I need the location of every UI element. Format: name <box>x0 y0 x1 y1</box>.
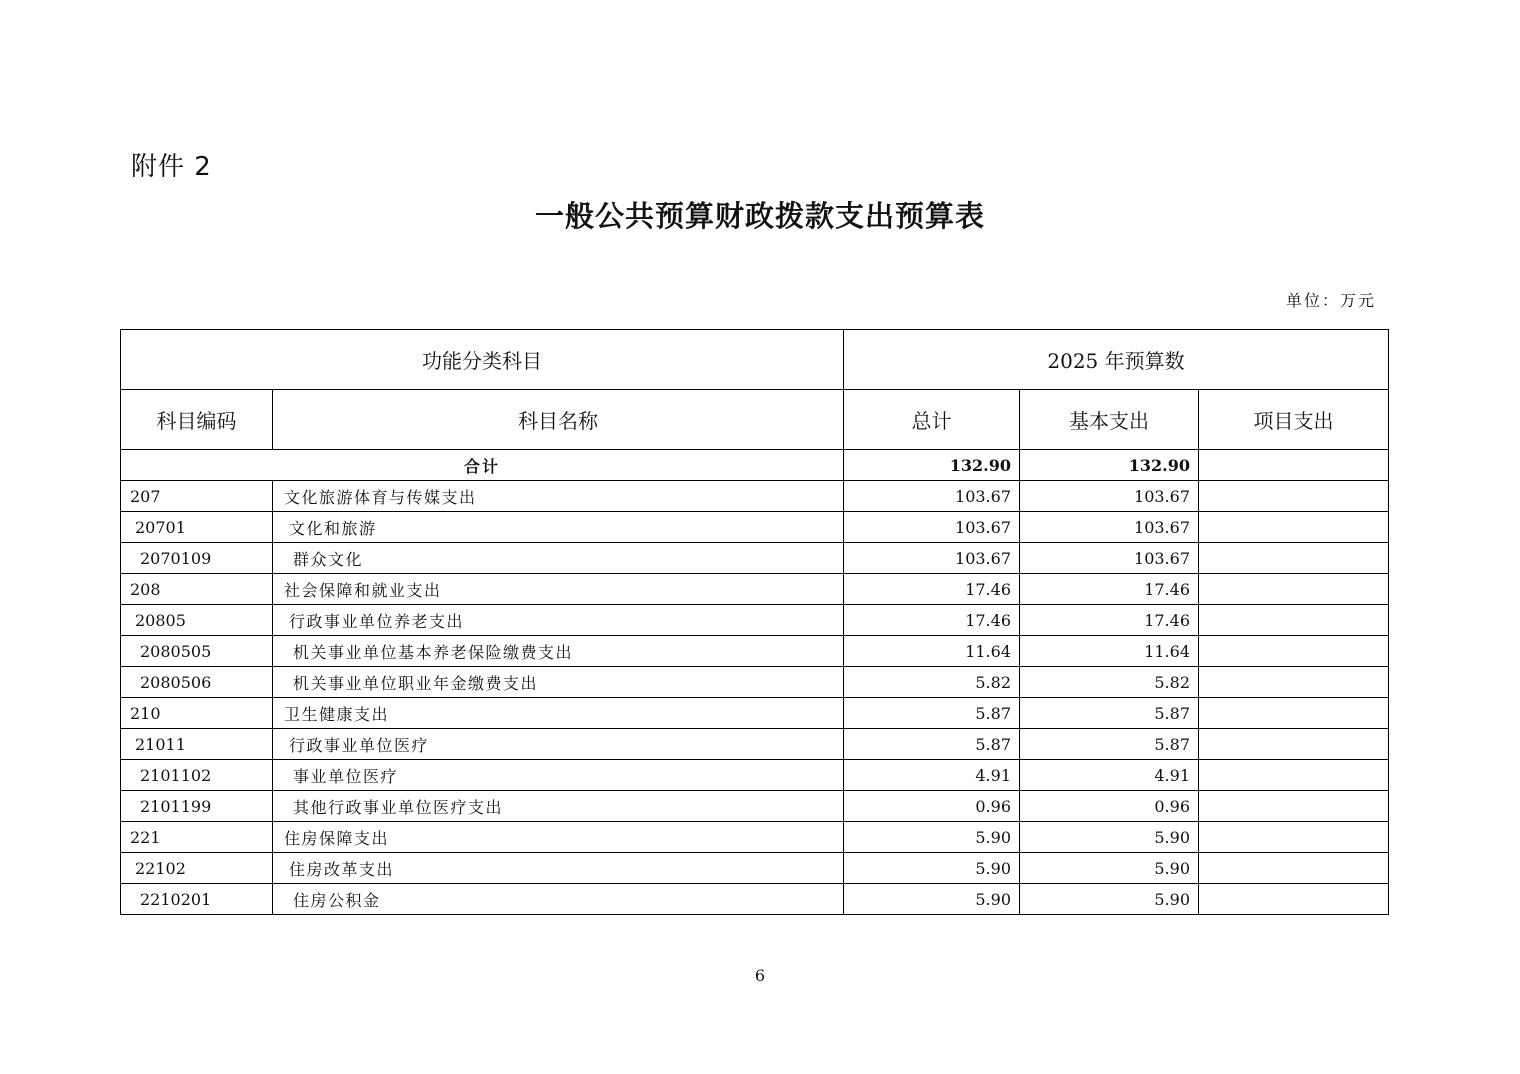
subject-name-cell: 住房改革支出 <box>273 853 844 884</box>
total-amount-cell: 5.87 <box>844 729 1020 760</box>
subject-code-cell: 2101199 <box>121 791 273 822</box>
table-row <box>121 574 1389 605</box>
basic-amount-cell: 5.87 <box>1020 729 1199 760</box>
subject-name-cell: 机关事业单位职业年金缴费支出 <box>273 667 844 698</box>
subject-name-cell: 住房公积金 <box>273 884 844 915</box>
table-row <box>121 605 1389 636</box>
subject-code-cell: 21011 <box>121 729 273 760</box>
total-row <box>121 450 1389 481</box>
subject-name-cell: 机关事业单位基本养老保险缴费支出 <box>273 636 844 667</box>
basic-amount-cell: 5.87 <box>1020 698 1199 729</box>
subject-name-cell: 文化和旅游 <box>273 512 844 543</box>
budget-year-header: 2025 年预算数 <box>844 330 1389 390</box>
subject-code-cell: 22102 <box>121 853 273 884</box>
code-column-header: 科目编码 <box>121 390 273 450</box>
total-amount-cell: 5.87 <box>844 698 1020 729</box>
total-amount-cell: 103.67 <box>844 512 1020 543</box>
project-amount-cell <box>1199 605 1389 636</box>
subject-name-cell: 卫生健康支出 <box>273 698 844 729</box>
total-column-header: 总计 <box>844 390 1020 450</box>
subject-code-cell: 2101102 <box>121 760 273 791</box>
basic-expenditure-column-header: 基本支出 <box>1020 390 1199 450</box>
document-title: 一般公共预算财政拨款支出预算表 <box>534 199 985 233</box>
basic-amount-cell: 103.67 <box>1020 512 1199 543</box>
project-amount-cell <box>1199 636 1389 667</box>
budget-table <box>120 329 1389 915</box>
basic-amount-cell: 103.67 <box>1020 481 1199 512</box>
project-amount-cell <box>1199 853 1389 884</box>
table-row <box>121 512 1389 543</box>
subject-code-cell: 208 <box>121 574 273 605</box>
total-amount-cell: 5.90 <box>844 822 1020 853</box>
project-amount-cell <box>1199 481 1389 512</box>
subject-code-cell: 20701 <box>121 512 273 543</box>
project-amount-cell <box>1199 729 1389 760</box>
page-number: 6 <box>754 966 766 985</box>
subject-code-cell: 221 <box>121 822 273 853</box>
project-amount-cell <box>1199 760 1389 791</box>
total-amount-cell: 17.46 <box>844 605 1020 636</box>
table-row <box>121 667 1389 698</box>
total-amount-cell: 5.90 <box>844 884 1020 915</box>
basic-amount-cell: 5.90 <box>1020 853 1199 884</box>
subject-code-cell: 2080506 <box>121 667 273 698</box>
subject-code-cell: 2080505 <box>121 636 273 667</box>
basic-amount-cell: 17.46 <box>1020 574 1199 605</box>
table-row <box>121 481 1389 512</box>
subject-code-cell: 2210201 <box>121 884 273 915</box>
total-row-project <box>1199 450 1389 481</box>
subject-name-cell: 事业单位医疗 <box>273 760 844 791</box>
total-row-basic: 132.90 <box>1020 450 1199 481</box>
basic-amount-cell: 0.96 <box>1020 791 1199 822</box>
table-row <box>121 543 1389 574</box>
name-column-header: 科目名称 <box>273 390 844 450</box>
table-body <box>121 450 1389 915</box>
project-amount-cell <box>1199 791 1389 822</box>
project-amount-cell <box>1199 512 1389 543</box>
project-amount-cell <box>1199 574 1389 605</box>
total-row-total: 132.90 <box>844 450 1020 481</box>
total-row-label: 合计 <box>121 450 844 481</box>
basic-amount-cell: 4.91 <box>1020 760 1199 791</box>
unit-label: 单位：万元 <box>1285 291 1376 310</box>
total-amount-cell: 0.96 <box>844 791 1020 822</box>
table-row <box>121 729 1389 760</box>
project-amount-cell <box>1199 884 1389 915</box>
subject-name-cell: 其他行政事业单位医疗支出 <box>273 791 844 822</box>
basic-amount-cell: 11.64 <box>1020 636 1199 667</box>
subject-name-cell: 社会保障和就业支出 <box>273 574 844 605</box>
subject-code-cell: 2070109 <box>121 543 273 574</box>
basic-amount-cell: 5.90 <box>1020 884 1199 915</box>
basic-amount-cell: 5.82 <box>1020 667 1199 698</box>
function-classification-header: 功能分类科目 <box>121 330 844 390</box>
table-row <box>121 822 1389 853</box>
project-amount-cell <box>1199 698 1389 729</box>
total-amount-cell: 5.82 <box>844 667 1020 698</box>
total-amount-cell: 5.90 <box>844 853 1020 884</box>
table-row <box>121 884 1389 915</box>
basic-amount-cell: 17.46 <box>1020 605 1199 636</box>
total-amount-cell: 103.67 <box>844 543 1020 574</box>
subject-name-cell: 住房保障支出 <box>273 822 844 853</box>
total-amount-cell: 103.67 <box>844 481 1020 512</box>
subject-name-cell: 文化旅游体育与传媒支出 <box>273 481 844 512</box>
attachment-label: 附件 2 <box>131 152 212 182</box>
project-expenditure-column-header: 项目支出 <box>1199 390 1389 450</box>
basic-amount-cell: 5.90 <box>1020 822 1199 853</box>
total-amount-cell: 4.91 <box>844 760 1020 791</box>
table-row <box>121 791 1389 822</box>
subject-name-cell: 群众文化 <box>273 543 844 574</box>
table-row <box>121 636 1389 667</box>
subject-name-cell: 行政事业单位养老支出 <box>273 605 844 636</box>
project-amount-cell <box>1199 822 1389 853</box>
project-amount-cell <box>1199 667 1389 698</box>
subject-code-cell: 20805 <box>121 605 273 636</box>
table-row <box>121 760 1389 791</box>
basic-amount-cell: 103.67 <box>1020 543 1199 574</box>
project-amount-cell <box>1199 543 1389 574</box>
subject-name-cell: 行政事业单位医疗 <box>273 729 844 760</box>
total-amount-cell: 11.64 <box>844 636 1020 667</box>
total-amount-cell: 17.46 <box>844 574 1020 605</box>
table-row <box>121 698 1389 729</box>
subject-code-cell: 210 <box>121 698 273 729</box>
subject-code-cell: 207 <box>121 481 273 512</box>
table-row <box>121 853 1389 884</box>
